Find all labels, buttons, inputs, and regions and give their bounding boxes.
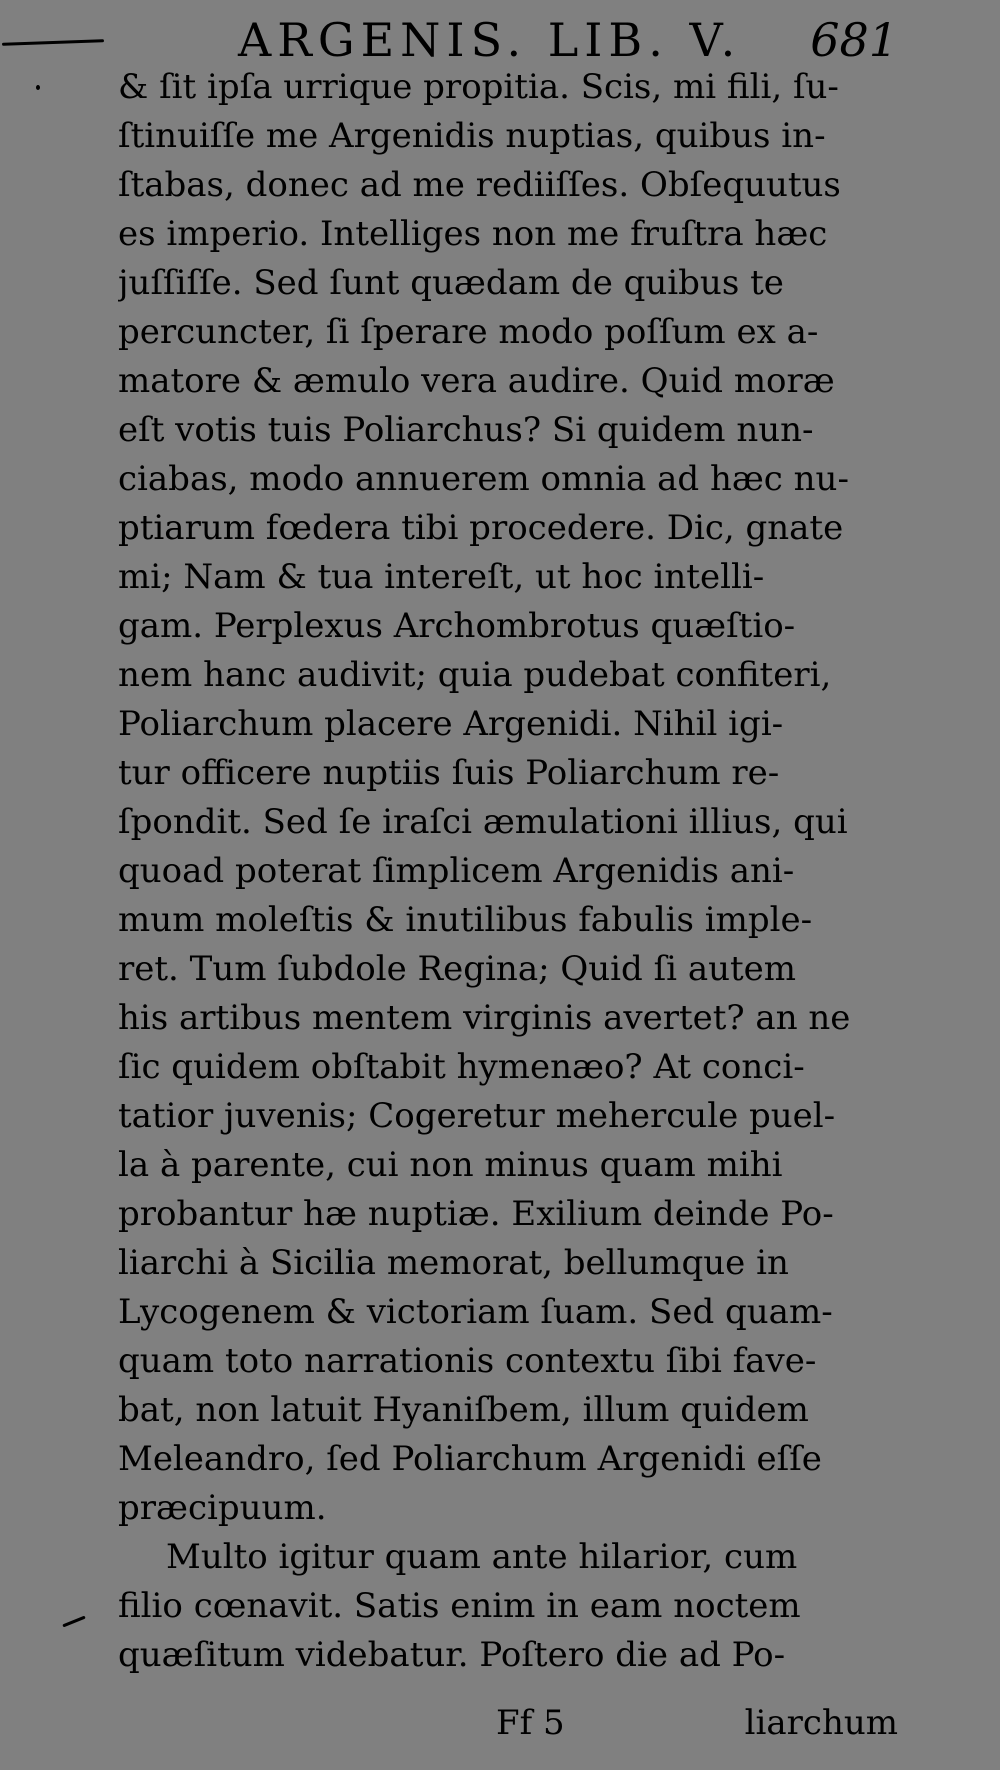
text-line: præcipuum. — [118, 1488, 327, 1528]
page-footer — [118, 1700, 898, 1746]
text-line: probantur hæ nuptiæ. Exilium deinde Po- — [118, 1194, 834, 1234]
text-line: gam. Perplexus Archombrotus quæſtio- — [118, 606, 796, 646]
ink-stroke-bottom-left — [62, 1616, 85, 1628]
text-line: ſtabas, donec ad me rediiſſes. Obſequutus — [118, 165, 841, 205]
text-line: ret. Tum ſubdole Regina; Quid ſi autem — [118, 949, 797, 989]
text-line: Poliarchum placere Argenidi. Nihil igi- — [118, 704, 784, 744]
text-line: filio cœnavit. Satis enim in eam noctem — [118, 1586, 801, 1626]
text-line: nem hanc audivit; quia pudebat confiteri, — [118, 655, 832, 695]
text-line: Lycogenem & victoriam ſuam. Sed quam- — [118, 1292, 833, 1332]
text-line: quæſitum videbatur. Poſtero die ad Po- — [118, 1635, 786, 1675]
text-line: liarchi à Sicilia memorat, bellumque in — [118, 1243, 789, 1283]
text-line: quoad poterat ſimplicem Argenidis ani- — [118, 851, 795, 891]
text-line: & ſit ipſa urrique propitia. Scis, mi fili, ſu- — [118, 67, 839, 107]
text-line: quam toto narrationis contextu ſibi fave- — [118, 1341, 817, 1381]
running-title: ARGENIS. LIB. V. — [238, 13, 742, 67]
text-line: es imperio. Intelliges non me fruſtra hæc — [118, 214, 828, 254]
text-line: Multo igitur quam ante hilarior, cum — [166, 1537, 798, 1577]
text-line: bat, non latuit Hyaniſbem, illum quidem — [118, 1390, 809, 1430]
text-line: ciabas, modo annuerem omnia ad hæc nu- — [118, 459, 849, 499]
text-line: his artibus mentem virginis avertet? an ne — [118, 998, 851, 1038]
text-line: mum moleſtis & inutilibus fabulis imple- — [118, 900, 813, 940]
ink-smudge-top-left — [2, 39, 104, 46]
body-text — [118, 64, 898, 1704]
text-line: tur officere nuptiis ſuis Poliarchum re- — [118, 753, 780, 793]
ink-dot-margin — [36, 85, 40, 90]
text-line: ſtinuiſſe me Argenidis nuptias, quibus in- — [118, 116, 826, 156]
text-line: ptiarum fœdera tibi procedere. Dic, gnate — [118, 508, 844, 548]
text-line: matore & æmulo vera audire. Quid moræ — [118, 361, 835, 401]
text-line: ſic quidem obſtabit hymenæo? At conci- — [118, 1047, 805, 1087]
text-line: tatior juvenis; Cogeretur mehercule puel- — [118, 1096, 836, 1136]
signature-mark: Ff 5 — [496, 1703, 565, 1743]
text-line: Meleandro, ſed Poliarchum Argenidi eſſe — [118, 1439, 822, 1479]
text-line: juſſiſſe. Sed ſunt quædam de quibus te — [118, 263, 784, 303]
text-line: eſt votis tuis Poliarchus? Si quidem nun- — [118, 410, 814, 450]
text-line: mi; Nam & tua intereſt, ut hoc intelli- — [118, 557, 765, 597]
catchword: liarchum — [744, 1703, 898, 1743]
running-head — [238, 10, 898, 70]
text-line: percuncter, ſi ſperare modo poſſum ex a- — [118, 312, 819, 352]
page-number: 681 — [810, 13, 898, 67]
text-line: ſpondit. Sed ſe iraſci æmulationi illius, qui — [118, 802, 848, 842]
text-line: la à parente, cui non minus quam mihi — [118, 1145, 783, 1185]
